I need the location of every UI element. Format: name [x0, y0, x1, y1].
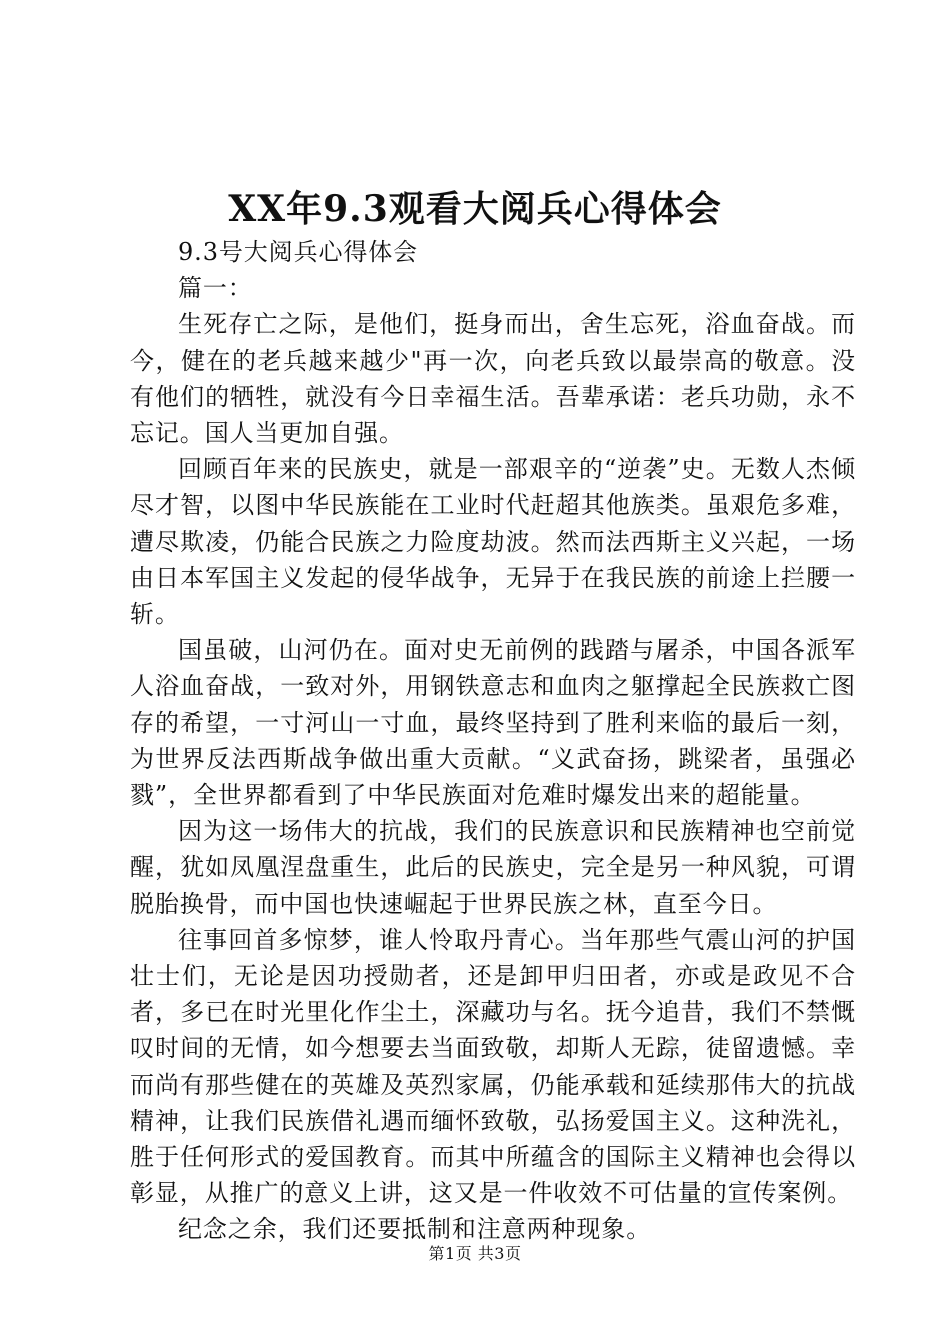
paragraph-6: 纪念之余，我们还要抵制和注意两种现象。	[178, 1215, 652, 1244]
section-label: 篇一：	[178, 274, 253, 303]
paragraph-2: 回顾百年来的民族史，就是一部艰辛的“逆袭”史。无数人杰倾尽才智，以图中华民族能在工业时代赶超其他族类。虽艰危多难，遭尽欺凌，仍能合民族之力险度劫波。然而法西斯主义兴起，一场由日本军国主义发起的侵华战争，无异于在我民族的前途上拦腰一斩。	[130, 455, 856, 629]
paragraph-5: 往事回首多惊梦，谁人怜取丹青心。当年那些气震山河的护国壮士们，无论是因功授勋者，还是卸甲归田者，亦或是政见不合者，多已在时光里化作尘土，深藏功与名。抚今追昔，我们不禁慨叹时间的无情，如今想要去当面致敬，却斯人无踪，徒留遗憾。幸而尚有那些健在的英雄及英烈家属，仍能承载和延续那伟大的抗战精神，让我们民族借礼遇而缅怀致敬，弘扬爱国主义。这种洗礼，胜于任何形式的爱国教育。而其中所蕴含的国际主义精神也会得以彰显，从推广的意义上讲，这又是一件收效不可估量的宣传案例。	[130, 925, 856, 1208]
document-body	[130, 234, 856, 1248]
paragraph-4: 因为这一场伟大的抗战，我们的民族意识和民族精神也空前觉醒，犹如凤凰涅盘重生，此后的民族史，完全是另一种风貌，可谓脱胎换骨，而中国也快速崛起于世界民族之林，直至今日。	[130, 817, 856, 918]
document-title: XX年9.3观看大阅兵心得体会	[228, 188, 722, 230]
page-footer: 第1页 共3页	[428, 1244, 522, 1263]
subtitle-line: 9.3号大阅兵心得体会	[178, 238, 419, 266]
paragraph-3: 国虽破，山河仍在。面对史无前例的践踏与屠杀，中国各派军人浴血奋战，一致对外，用钢铁意志和血肉之躯撑起全民族救亡图存的希望，一寸河山一寸血，最终坚持到了胜利来临的最后一刻，为世界反法西斯战争做出重大贡献。“义武奋扬，跳梁者，虽强必戮”，全世界都看到了中华民族面对危难时爆发出来的超能量。	[130, 636, 856, 810]
paragraph-1: 生死存亡之际，是他们，挺身而出，舍生忘死，浴血奋战。而今，健在的老兵越来越少"再一次，向老兵致以最崇高的敬意。没有他们的牺牲，就没有今日幸福生活。吾辈承诺：老兵功勋，永不忘记。国人当更加自强。	[130, 310, 856, 448]
